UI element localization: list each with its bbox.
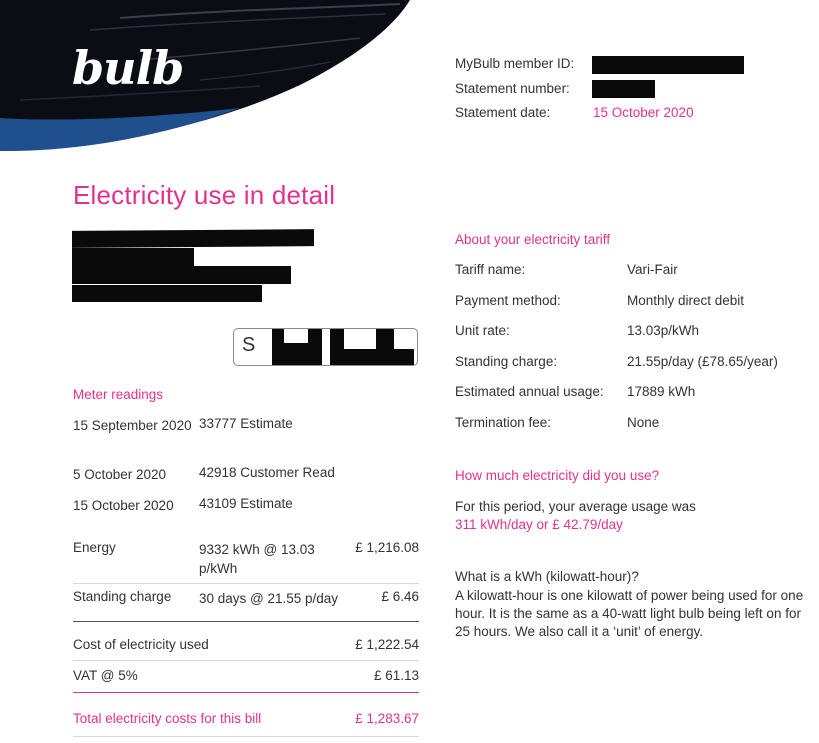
standing-charge-detail: 30 days @ 21.55 p/day [199,591,339,606]
estimated-usage-label: Estimated annual usage: [455,384,604,399]
standing-charge-amount: £ 6.46 [381,589,419,604]
standing-charge-tariff-value: 21.55p/day (£78.65/year) [627,354,778,369]
redacted-meter-digit [284,343,322,365]
energy-label: Energy [73,540,116,555]
reading-date: 15 October 2020 [73,498,174,513]
redacted-meter-digit [330,329,344,365]
total-label: Total electricity costs for this bill [73,711,262,726]
meter-serial-box [233,328,418,366]
reading-value: 43109 Estimate [199,496,293,511]
termination-fee-value: None [627,415,660,430]
reading-date: 15 September 2020 [73,418,192,433]
payment-method-label: Payment method: [455,293,561,308]
svg-text:bulb: bulb [72,41,184,92]
tariff-name-label: Tariff name: [455,262,526,277]
energy-amount: £ 1,216.08 [355,540,419,555]
standing-charge-label: Standing charge [73,589,172,604]
redacted-member-id [592,56,744,74]
redacted-meter-digit [394,349,414,365]
payment-method-value: Monthly direct debit [627,293,745,308]
statement-date-label: Statement date: [455,105,551,120]
total-amount: £ 1,283.67 [355,711,419,726]
usage-line: For this period, your average usage was [455,499,696,514]
cost-used-amount: £ 1,222.54 [355,637,419,652]
redacted-address-line [72,229,314,248]
estimated-usage-value: 17889 kWh [627,384,696,399]
divider [73,692,419,693]
divider [73,736,419,737]
meter-serial-prefix: S [242,334,256,356]
reading-value: 33777 Estimate [199,416,293,431]
tariff-heading: About your electricity tariff [455,232,611,247]
redacted-address-line [72,285,262,302]
header-brush-art [0,0,420,160]
reading-value: 42918 Customer Read [199,465,335,480]
redacted-meter-digit [344,349,376,365]
page-title: Electricity use in detail [73,180,336,210]
bulb-logo [72,40,194,92]
member-id-label: MyBulb member ID: [455,56,575,71]
vat-amount: £ 61.13 [373,668,419,683]
redacted-address-line [72,248,194,266]
usage-average: 311 kWh/day or £ 42.79/day [455,517,623,532]
statement-number-label: Statement number: [455,81,570,96]
redacted-meter-digit [272,329,284,365]
divider [73,660,419,661]
redacted-meter-digit [308,329,322,345]
divider [73,621,419,622]
usage-heading: How much electricity did you use? [455,468,660,483]
energy-detail: 9332 kWh @ 13.03 p/kWh [199,542,315,576]
meter-readings-heading: Meter readings [73,387,164,402]
statement-date-value: 15 October 2020 [593,105,694,120]
unit-rate-value: 13.03p/kWh [627,323,700,338]
kwh-heading: What is a kWh (kilowatt-hour)? [455,569,639,584]
kwh-description: A kilowatt-hour is one kilowatt of power being used for one hour. It is the same as a 40-watt light bulb being left on for 25 hours. We also call it a ‘unit’ of energy. [455,588,804,639]
redacted-statement-number [592,80,655,98]
tariff-name-value: Vari-Fair [627,262,678,277]
cost-used-label: Cost of electricity used [73,637,209,652]
vat-label: VAT @ 5% [73,668,138,683]
redacted-meter-digit [376,329,394,365]
redacted-address-line [72,266,291,284]
termination-fee-label: Termination fee: [455,415,552,430]
reading-date: 5 October 2020 [73,467,167,482]
divider [73,583,419,584]
unit-rate-label: Unit rate: [455,323,510,338]
standing-charge-tariff-label: Standing charge: [455,354,558,369]
